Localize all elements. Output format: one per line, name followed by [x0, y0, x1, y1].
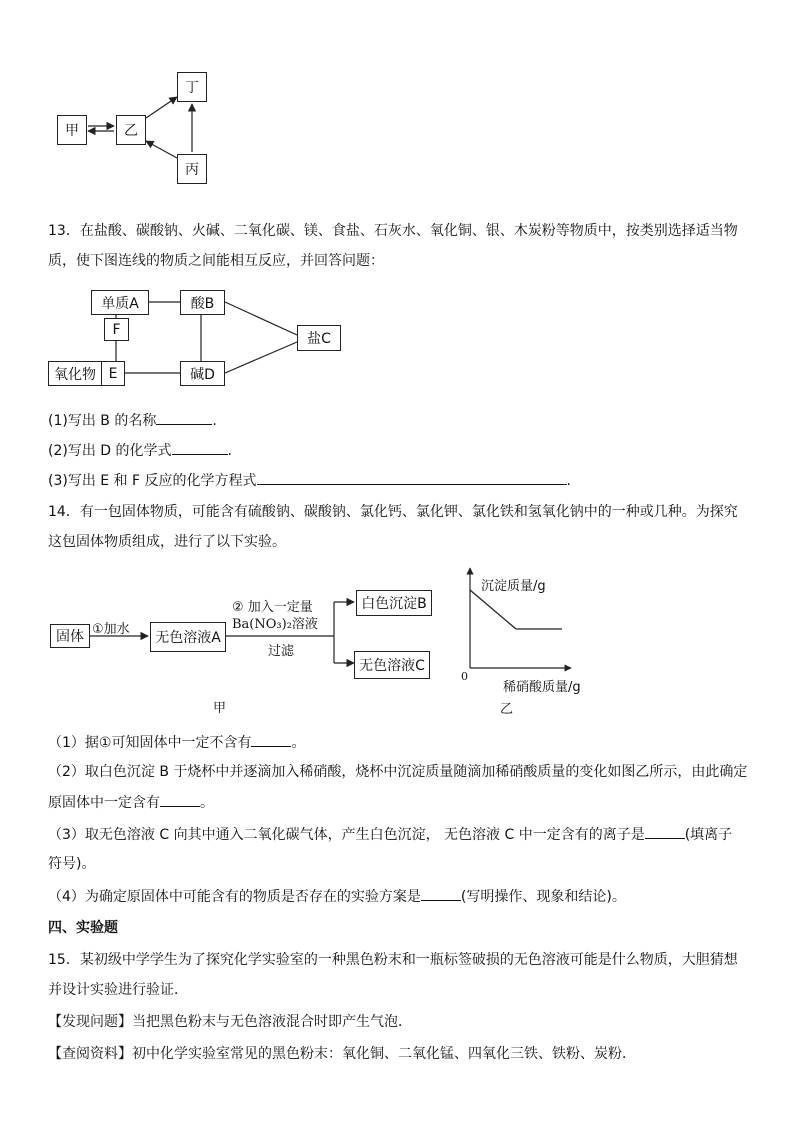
- q14-label-step2-line1: ② 加入一定量: [232, 600, 313, 615]
- q13-sub1-blank[interactable]: [156, 410, 212, 425]
- q14-sub1: [48, 732, 305, 753]
- q15-lookup: 【查阅资料】初中化学实验室常见的黑色粉末：氧化铜、二氧化锰、四氧化三铁、铁粉、炭粉．: [48, 1046, 636, 1062]
- q14-sub3-line2: 符号)。: [48, 856, 96, 872]
- fig1-box-ding: 丁: [177, 72, 207, 102]
- q14-sub2-line2: [48, 792, 214, 813]
- q13-box-base-d: 碱D: [180, 361, 225, 386]
- q14-sub2-blank[interactable]: [160, 792, 200, 807]
- q14-sub4: [48, 886, 626, 907]
- q13-sub1-period: .: [212, 413, 217, 429]
- q13-sub3-period: .: [566, 473, 571, 489]
- section4-heading: 四、实验题: [48, 920, 118, 936]
- q14-sub2-end: 。: [200, 795, 214, 811]
- q14-label-step2-line2: Ba(NO₃)₂溶液: [232, 617, 318, 632]
- q13-box-single-a: 单质A: [91, 290, 149, 315]
- q13-box-oxide: 氧化物: [48, 361, 102, 386]
- q14-text-line2: 这包固体物质组成，进行了以下实验。: [48, 534, 286, 550]
- q14-sub2-text: 原固体中一定含有: [48, 795, 160, 811]
- q14-sub1-text: （1）据①可知固体中一定不含有: [48, 735, 252, 751]
- q14-graph-xlabel: 稀硝酸质量/g: [503, 680, 581, 695]
- q14-graph-ylabel: 沉淀质量/g: [481, 579, 546, 594]
- fig1-box-bing: 丙: [177, 154, 207, 184]
- q14-label-filter: 过滤: [268, 644, 295, 659]
- q13-box-e: E: [101, 361, 125, 386]
- q14-sub3-blank[interactable]: [645, 824, 685, 839]
- q13-text-line1: 13．在盐酸、碳酸钠、火碱、二氧化碳、镁、食盐、石灰水、氧化铜、银、木炭粉等物质中，按类别选择适当物: [48, 223, 738, 239]
- q13-box-f: F: [104, 318, 129, 341]
- q14-graph-origin: 0: [461, 670, 468, 683]
- q15-text-line2: 并设计实验进行验证．: [48, 982, 188, 998]
- q14-sub4-text: （4）为确定原固体中可能含有的物质是否存在的实验方案是: [48, 889, 421, 905]
- q14-caption-yi: 乙: [500, 702, 514, 717]
- q13-sub3-text: (3)写出 E 和 F 反应的化学方程式: [48, 473, 257, 489]
- q14-sub1-end: 。: [291, 735, 306, 751]
- q14-sub4-tail: (写明操作、现象和结论)。: [460, 889, 626, 905]
- q14-sub3-line1: [48, 824, 732, 845]
- q14-box-colorless-c: 无色溶液C: [354, 651, 430, 679]
- q13-box-salt-c: 盐C: [297, 325, 341, 351]
- q14-sub4-blank[interactable]: [421, 886, 461, 901]
- q14-sub3-tail: (填离子: [684, 827, 733, 843]
- q15-discover: 【发现问题】当把黑色粉末与无色溶液混合时即产生气泡．: [48, 1014, 412, 1030]
- q13-box-acid-b: 酸B: [180, 290, 225, 315]
- q13-text-line2: 质，使下图连线的物质之间能相互反应，并回答问题：: [48, 253, 384, 269]
- q13-sub2-blank[interactable]: [172, 440, 228, 455]
- fig1-box-jia: 甲: [57, 115, 87, 145]
- q14-sub2-line1: （2）取白色沉淀 B 于烧杯中并逐滴加入稀硝酸，烧杯中沉淀质量随滴加稀硝酸质量的变化如图乙所示，由此确定: [48, 764, 748, 780]
- q14-label-step1: ①加水: [92, 622, 130, 637]
- fig1-box-yi: 乙: [116, 115, 146, 145]
- q13-sub3: [48, 470, 571, 491]
- q14-sub1-blank[interactable]: [251, 732, 291, 747]
- q14-box-white-b: 白色沉淀B: [356, 590, 432, 616]
- q13-sub3-blank[interactable]: [257, 470, 567, 485]
- q14-box-colorless-a: 无色溶液A: [150, 622, 226, 652]
- q13-sub2-period: .: [227, 443, 232, 459]
- q13-sub1: [48, 410, 217, 431]
- q13-sub2: [48, 440, 232, 461]
- q15-text-line1: 15．某初级中学学生为了探究化学实验室的一种黑色粉末和一瓶标签破损的无色溶液可能是什么物质，大胆猜想: [48, 952, 738, 968]
- fig1-connectors: [0, 0, 794, 200]
- q14-caption-jia: 甲: [213, 701, 227, 716]
- q14-sub3-text: （3）取无色溶液 C 向其中通入二氧化碳气体，产生白色沉淀， 无色溶液 C 中一定含有的离子是: [48, 827, 645, 843]
- q14-box-solid: 固体: [50, 624, 90, 648]
- q13-sub2-text: (2)写出 D 的化学式: [48, 443, 172, 459]
- graph-series-segment: [470, 590, 516, 629]
- q14-text-line1: 14．有一包固体物质，可能含有硫酸钠、碳酸钠、氯化钙、氯化钾、氯化铁和氢氧化钠中的一种或几种。为探究: [48, 504, 738, 520]
- q13-sub1-text: (1)写出 B 的名称: [48, 413, 157, 429]
